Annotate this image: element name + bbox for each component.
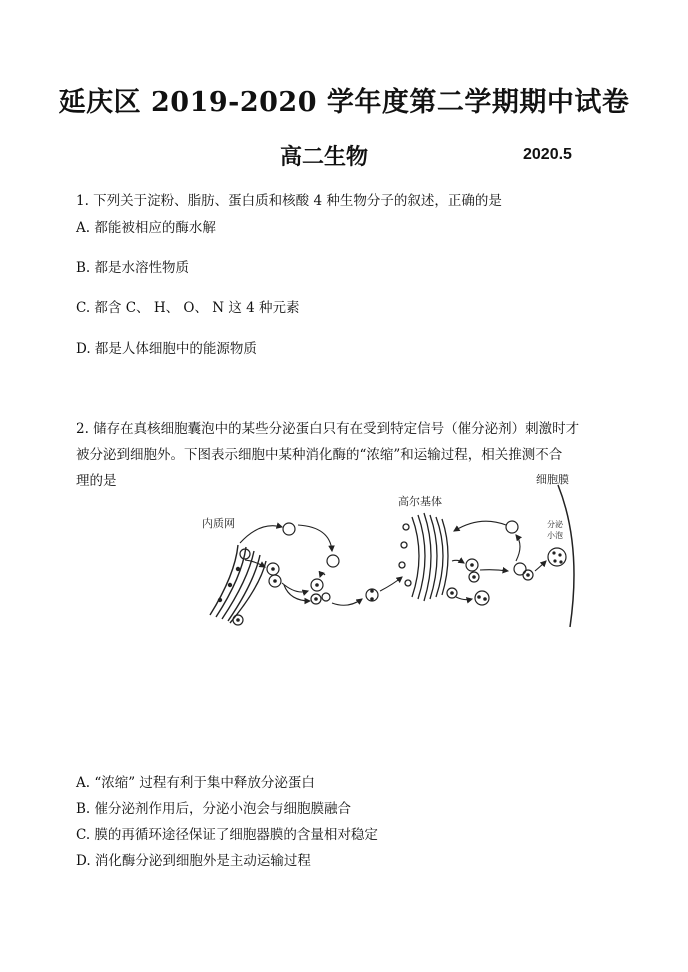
q1-stem: 1. 下列关于淀粉、脂肪、蛋白质和核酸 4 种生物分子的叙述，正确的是 bbox=[76, 193, 502, 209]
q1-option-d: D. 都是人体细胞中的能源物质 bbox=[76, 341, 257, 357]
q2-stem-line1: 2. 储存在真核细胞囊泡中的某些分泌蛋白只有在受到特定信号（催分泌剂）刺激时才 bbox=[76, 421, 580, 437]
secretion-diagram bbox=[190, 465, 590, 635]
subject-title: 高二生物 bbox=[280, 144, 369, 170]
q2-option-b: B. 催分泌剂作用后，分泌小泡会与细胞膜融合 bbox=[76, 801, 352, 817]
q2-option-d: D. 消化酶分泌到细胞外是主动运输过程 bbox=[76, 853, 311, 869]
golgi-label: 高尔基体 bbox=[398, 495, 442, 508]
exam-date: 2020.5 bbox=[523, 146, 572, 163]
er-structure bbox=[210, 545, 266, 623]
q1-option-a: A. 都能被相应的酶水解 bbox=[76, 220, 216, 236]
exam-title: 延庆区 2019-2020 学年度第二学期期中试卷 bbox=[58, 87, 630, 118]
q1-option-b: B. 都是水溶性物质 bbox=[76, 260, 190, 276]
er-label: 内质网 bbox=[202, 517, 235, 530]
golgi-structure bbox=[399, 513, 448, 601]
q1-option-c: C. 都含 C、 H、 O、 N 这 4 种元素 bbox=[76, 300, 300, 316]
membrane-label: 细胞膜 bbox=[536, 473, 569, 486]
vesicle-label-2: 小泡 bbox=[547, 531, 563, 540]
vesicle-label-1: 分泌 bbox=[547, 520, 563, 529]
transport-arrows-golgi bbox=[452, 521, 546, 600]
q2-stem-line2: 被分泌到细胞外。下图表示细胞中某种消化酶的“浓缩”和运输过程，相关推测不合 bbox=[76, 447, 563, 463]
q2-option-a: A. “浓缩” 过程有利于集中释放分泌蛋白 bbox=[76, 775, 315, 791]
q2-option-c: C. 膜的再循环途径保证了细胞器膜的含量相对稳定 bbox=[76, 827, 378, 843]
q2-stem-line3: 理的是 bbox=[76, 473, 117, 489]
